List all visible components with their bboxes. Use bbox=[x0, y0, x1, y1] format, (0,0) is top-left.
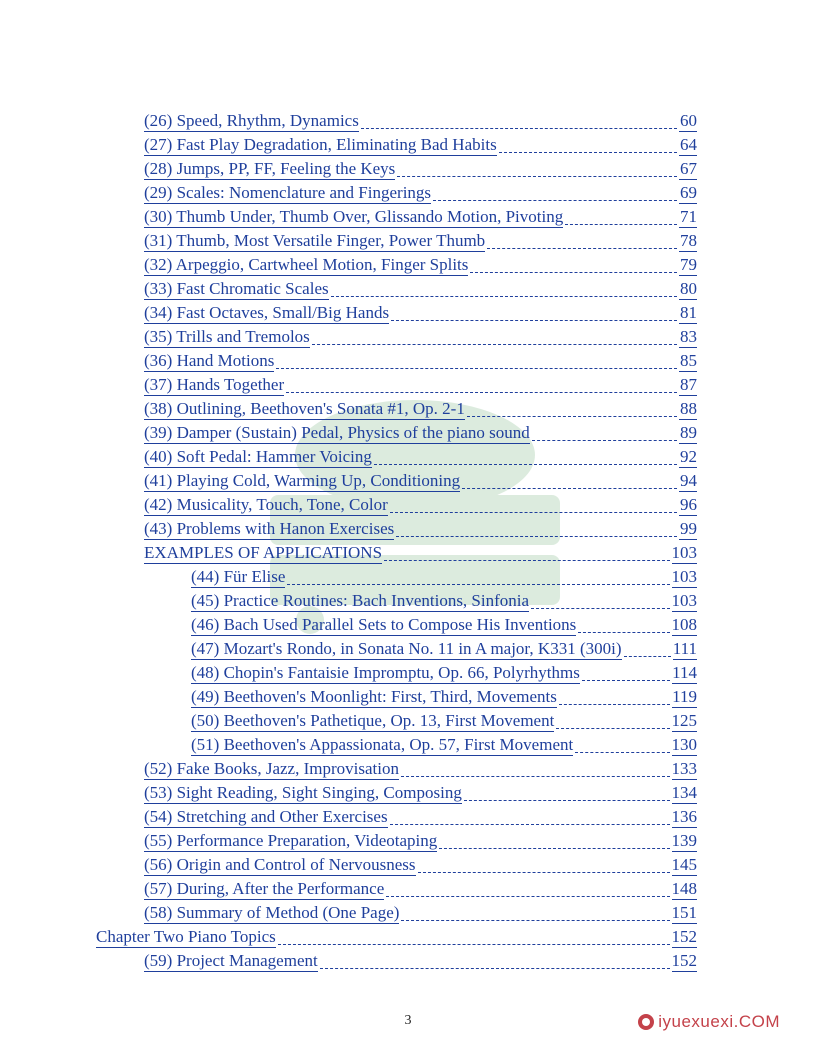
toc-entry[interactable] bbox=[144, 108, 697, 132]
toc-entry-page: 85 bbox=[680, 351, 697, 370]
toc-entry[interactable] bbox=[191, 684, 697, 708]
dot-leader bbox=[462, 487, 677, 489]
toc-entry-title: (42) Musicality, Touch, Tone, Color bbox=[144, 495, 388, 514]
toc-entry-title: (56) Origin and Control of Nervousness bbox=[144, 855, 416, 874]
dot-leader bbox=[374, 463, 677, 465]
dot-leader bbox=[532, 439, 677, 441]
toc-entry-page: 88 bbox=[680, 399, 697, 418]
dot-leader bbox=[361, 127, 677, 129]
dot-leader bbox=[276, 367, 677, 369]
toc-entry-page: 99 bbox=[680, 519, 697, 538]
dot-leader bbox=[531, 607, 669, 609]
toc-entry-title: (52) Fake Books, Jazz, Improvisation bbox=[144, 759, 399, 778]
toc-entry-title: (53) Sight Reading, Sight Singing, Composing bbox=[144, 783, 462, 802]
site-brand[interactable] bbox=[638, 1012, 780, 1032]
dot-leader bbox=[582, 679, 670, 681]
site-brand-text: iyuexuexi.COM bbox=[658, 1012, 780, 1031]
toc-entry[interactable] bbox=[96, 924, 697, 948]
toc-entry[interactable] bbox=[191, 708, 697, 732]
toc-entry[interactable] bbox=[144, 444, 697, 468]
toc-entry-title: (49) Beethoven's Moonlight: First, Third, Movements bbox=[191, 687, 557, 706]
toc-entry-title: (58) Summary of Method (One Page) bbox=[144, 903, 400, 922]
dot-leader bbox=[559, 703, 670, 705]
toc-entry[interactable] bbox=[191, 732, 697, 756]
dot-leader bbox=[624, 655, 671, 657]
dot-leader bbox=[286, 391, 677, 393]
toc-entry-page: 119 bbox=[672, 687, 697, 706]
toc-entry[interactable] bbox=[144, 828, 697, 852]
toc-entry-title: (39) Damper (Sustain) Pedal, Physics of the piano sound bbox=[144, 423, 530, 442]
dot-leader bbox=[439, 847, 669, 849]
toc-entry-title: (32) Arpeggio, Cartwheel Motion, Finger Splits bbox=[144, 255, 469, 274]
dot-leader bbox=[390, 511, 677, 513]
toc-entry-title: (50) Beethoven's Pathetique, Op. 13, First Movement bbox=[191, 711, 555, 730]
toc-entry-page: 60 bbox=[680, 111, 697, 130]
dot-leader bbox=[391, 319, 677, 321]
toc-entry-page: 92 bbox=[680, 447, 697, 466]
toc-entry-page: 67 bbox=[680, 159, 697, 178]
dot-leader bbox=[470, 271, 677, 273]
toc-entry[interactable] bbox=[144, 468, 697, 492]
dot-leader bbox=[401, 919, 669, 921]
dot-leader bbox=[287, 583, 669, 585]
toc-entry-title: (45) Practice Routines: Bach Inventions, Sinfonia bbox=[191, 591, 530, 610]
dot-leader bbox=[320, 967, 670, 969]
toc-entry[interactable] bbox=[144, 252, 697, 276]
toc-entry-title: Chapter Two Piano Topics bbox=[96, 927, 276, 946]
dot-leader bbox=[433, 199, 677, 201]
toc-entry[interactable] bbox=[144, 276, 697, 300]
toc-entry-title: (38) Outlining, Beethoven's Sonata #1, Op. 2-1 bbox=[144, 399, 465, 418]
toc-entry[interactable] bbox=[144, 804, 697, 828]
dot-leader bbox=[331, 295, 677, 297]
toc-entry[interactable] bbox=[144, 372, 697, 396]
toc-entry[interactable] bbox=[144, 516, 697, 540]
toc-entry[interactable] bbox=[144, 348, 697, 372]
toc-entry[interactable] bbox=[144, 948, 697, 972]
toc-entry-title: (31) Thumb, Most Versatile Finger, Power Thumb bbox=[144, 231, 486, 250]
toc-entry-page: 81 bbox=[680, 303, 697, 322]
toc-entry-title: (41) Playing Cold, Warming Up, Conditioning bbox=[144, 471, 461, 490]
toc-entry-title: (55) Performance Preparation, Videotaping bbox=[144, 831, 438, 850]
toc-entry[interactable] bbox=[191, 660, 697, 684]
toc-entry-page: 64 bbox=[680, 135, 697, 154]
toc-entry-title: (35) Trills and Tremolos bbox=[144, 327, 310, 346]
dot-leader bbox=[499, 151, 677, 153]
toc-entry-title: (27) Fast Play Degradation, Eliminating Bad Habits bbox=[144, 135, 497, 154]
toc-entry-title: (47) Mozart's Rondo, in Sonata No. 11 in A major, K331 (300i) bbox=[191, 639, 622, 658]
toc-entry-page: 83 bbox=[680, 327, 697, 346]
toc-entry[interactable] bbox=[144, 300, 697, 324]
toc-entry-title: EXAMPLES OF APPLICATIONS bbox=[144, 543, 383, 562]
dot-leader bbox=[487, 247, 677, 249]
toc-entry[interactable] bbox=[191, 588, 697, 612]
toc-entry-page: 94 bbox=[680, 471, 697, 490]
toc-entry-title: (44) Für Elise bbox=[191, 567, 286, 586]
toc-entry[interactable] bbox=[144, 780, 697, 804]
dot-leader bbox=[401, 775, 670, 777]
dot-leader bbox=[575, 751, 669, 753]
toc-entry-page: 78 bbox=[680, 231, 697, 250]
toc-entry[interactable] bbox=[144, 756, 697, 780]
toc-entry-title: (43) Problems with Hanon Exercises bbox=[144, 519, 395, 538]
toc-entry[interactable] bbox=[144, 396, 697, 420]
toc-entry-title: (34) Fast Octaves, Small/Big Hands bbox=[144, 303, 390, 322]
toc-entry-title: (46) Bach Used Parallel Sets to Compose His Inventions bbox=[191, 615, 577, 634]
toc-entry[interactable] bbox=[144, 492, 697, 516]
toc-entry[interactable] bbox=[144, 852, 697, 876]
dot-leader bbox=[390, 823, 670, 825]
toc-entry-page: 152 bbox=[671, 951, 697, 970]
toc-entry[interactable] bbox=[191, 612, 697, 636]
toc-entry-page: 130 bbox=[671, 735, 697, 754]
toc-entry-page: 71 bbox=[680, 207, 697, 226]
toc-entry[interactable] bbox=[144, 540, 697, 564]
toc-entry[interactable] bbox=[144, 900, 697, 924]
toc-entry-page: 114 bbox=[672, 663, 697, 682]
toc-entry-title: (54) Stretching and Other Exercises bbox=[144, 807, 388, 826]
toc-entry-title: (37) Hands Together bbox=[144, 375, 285, 394]
toc-entry-page: 96 bbox=[680, 495, 697, 514]
toc-entry-title: (48) Chopin's Fantaisie Impromptu, Op. 66, Polyrhythms bbox=[191, 663, 580, 682]
toc-entry-page: 103 bbox=[671, 543, 697, 562]
dot-leader bbox=[397, 175, 677, 177]
dot-leader bbox=[396, 535, 677, 537]
page-number: 3 bbox=[404, 1013, 412, 1028]
toc-entry-title: (28) Jumps, PP, FF, Feeling the Keys bbox=[144, 159, 396, 178]
toc-entry[interactable] bbox=[144, 228, 697, 252]
q-logo-icon bbox=[638, 1014, 654, 1030]
dot-leader bbox=[418, 871, 670, 873]
toc-entry-title: (30) Thumb Under, Thumb Over, Glissando Motion, Pivoting bbox=[144, 207, 564, 226]
toc-entry-page: 103 bbox=[671, 591, 697, 610]
toc-entry-page: 79 bbox=[680, 255, 697, 274]
toc-entry-page: 145 bbox=[671, 855, 697, 874]
toc-entry-title: (36) Hand Motions bbox=[144, 351, 275, 370]
toc-entry[interactable] bbox=[144, 876, 697, 900]
toc-entry[interactable] bbox=[144, 204, 697, 228]
toc-entry-page: 87 bbox=[680, 375, 697, 394]
toc-entry-title: (26) Speed, Rhythm, Dynamics bbox=[144, 111, 359, 130]
dot-leader bbox=[384, 559, 669, 561]
dot-leader bbox=[278, 943, 670, 945]
toc-entry-page: 89 bbox=[680, 423, 697, 442]
toc-entry-title: (29) Scales: Nomenclature and Fingerings bbox=[144, 183, 432, 202]
dot-leader bbox=[565, 223, 677, 225]
dot-leader bbox=[556, 727, 669, 729]
toc-entry-page: 148 bbox=[671, 879, 697, 898]
dot-leader bbox=[386, 895, 669, 897]
toc-entry[interactable] bbox=[144, 420, 697, 444]
toc-entry[interactable] bbox=[144, 180, 697, 204]
toc-entry-page: 108 bbox=[671, 615, 697, 634]
dot-leader bbox=[312, 343, 677, 345]
toc-entry-title: (33) Fast Chromatic Scales bbox=[144, 279, 329, 298]
dot-leader bbox=[467, 415, 677, 417]
toc-entry-page: 139 bbox=[671, 831, 697, 850]
toc-entry-title: (59) Project Management bbox=[144, 951, 318, 970]
toc-entry-page: 80 bbox=[680, 279, 697, 298]
dot-leader bbox=[464, 799, 670, 801]
toc-entry[interactable] bbox=[144, 156, 697, 180]
toc-entry[interactable] bbox=[191, 564, 697, 588]
toc-entry-page: 134 bbox=[671, 783, 697, 802]
toc-entry[interactable] bbox=[191, 636, 697, 660]
toc-entry-page: 133 bbox=[671, 759, 697, 778]
toc-entry-page: 136 bbox=[671, 807, 697, 826]
toc-entry[interactable] bbox=[144, 132, 697, 156]
toc-entry-page: 111 bbox=[672, 639, 697, 658]
toc-entry-title: (51) Beethoven's Appassionata, Op. 57, First Movement bbox=[191, 735, 574, 754]
dot-leader bbox=[578, 631, 669, 633]
toc-entry[interactable] bbox=[144, 324, 697, 348]
toc-entry-page: 152 bbox=[671, 927, 697, 946]
toc-entry-page: 103 bbox=[671, 567, 697, 586]
toc-entry-title: (57) During, After the Performance bbox=[144, 879, 385, 898]
toc-entry-page: 125 bbox=[671, 711, 697, 730]
toc-entry-page: 151 bbox=[671, 903, 697, 922]
toc-entry-title: (40) Soft Pedal: Hammer Voicing bbox=[144, 447, 372, 466]
toc-entry-page: 69 bbox=[680, 183, 697, 202]
